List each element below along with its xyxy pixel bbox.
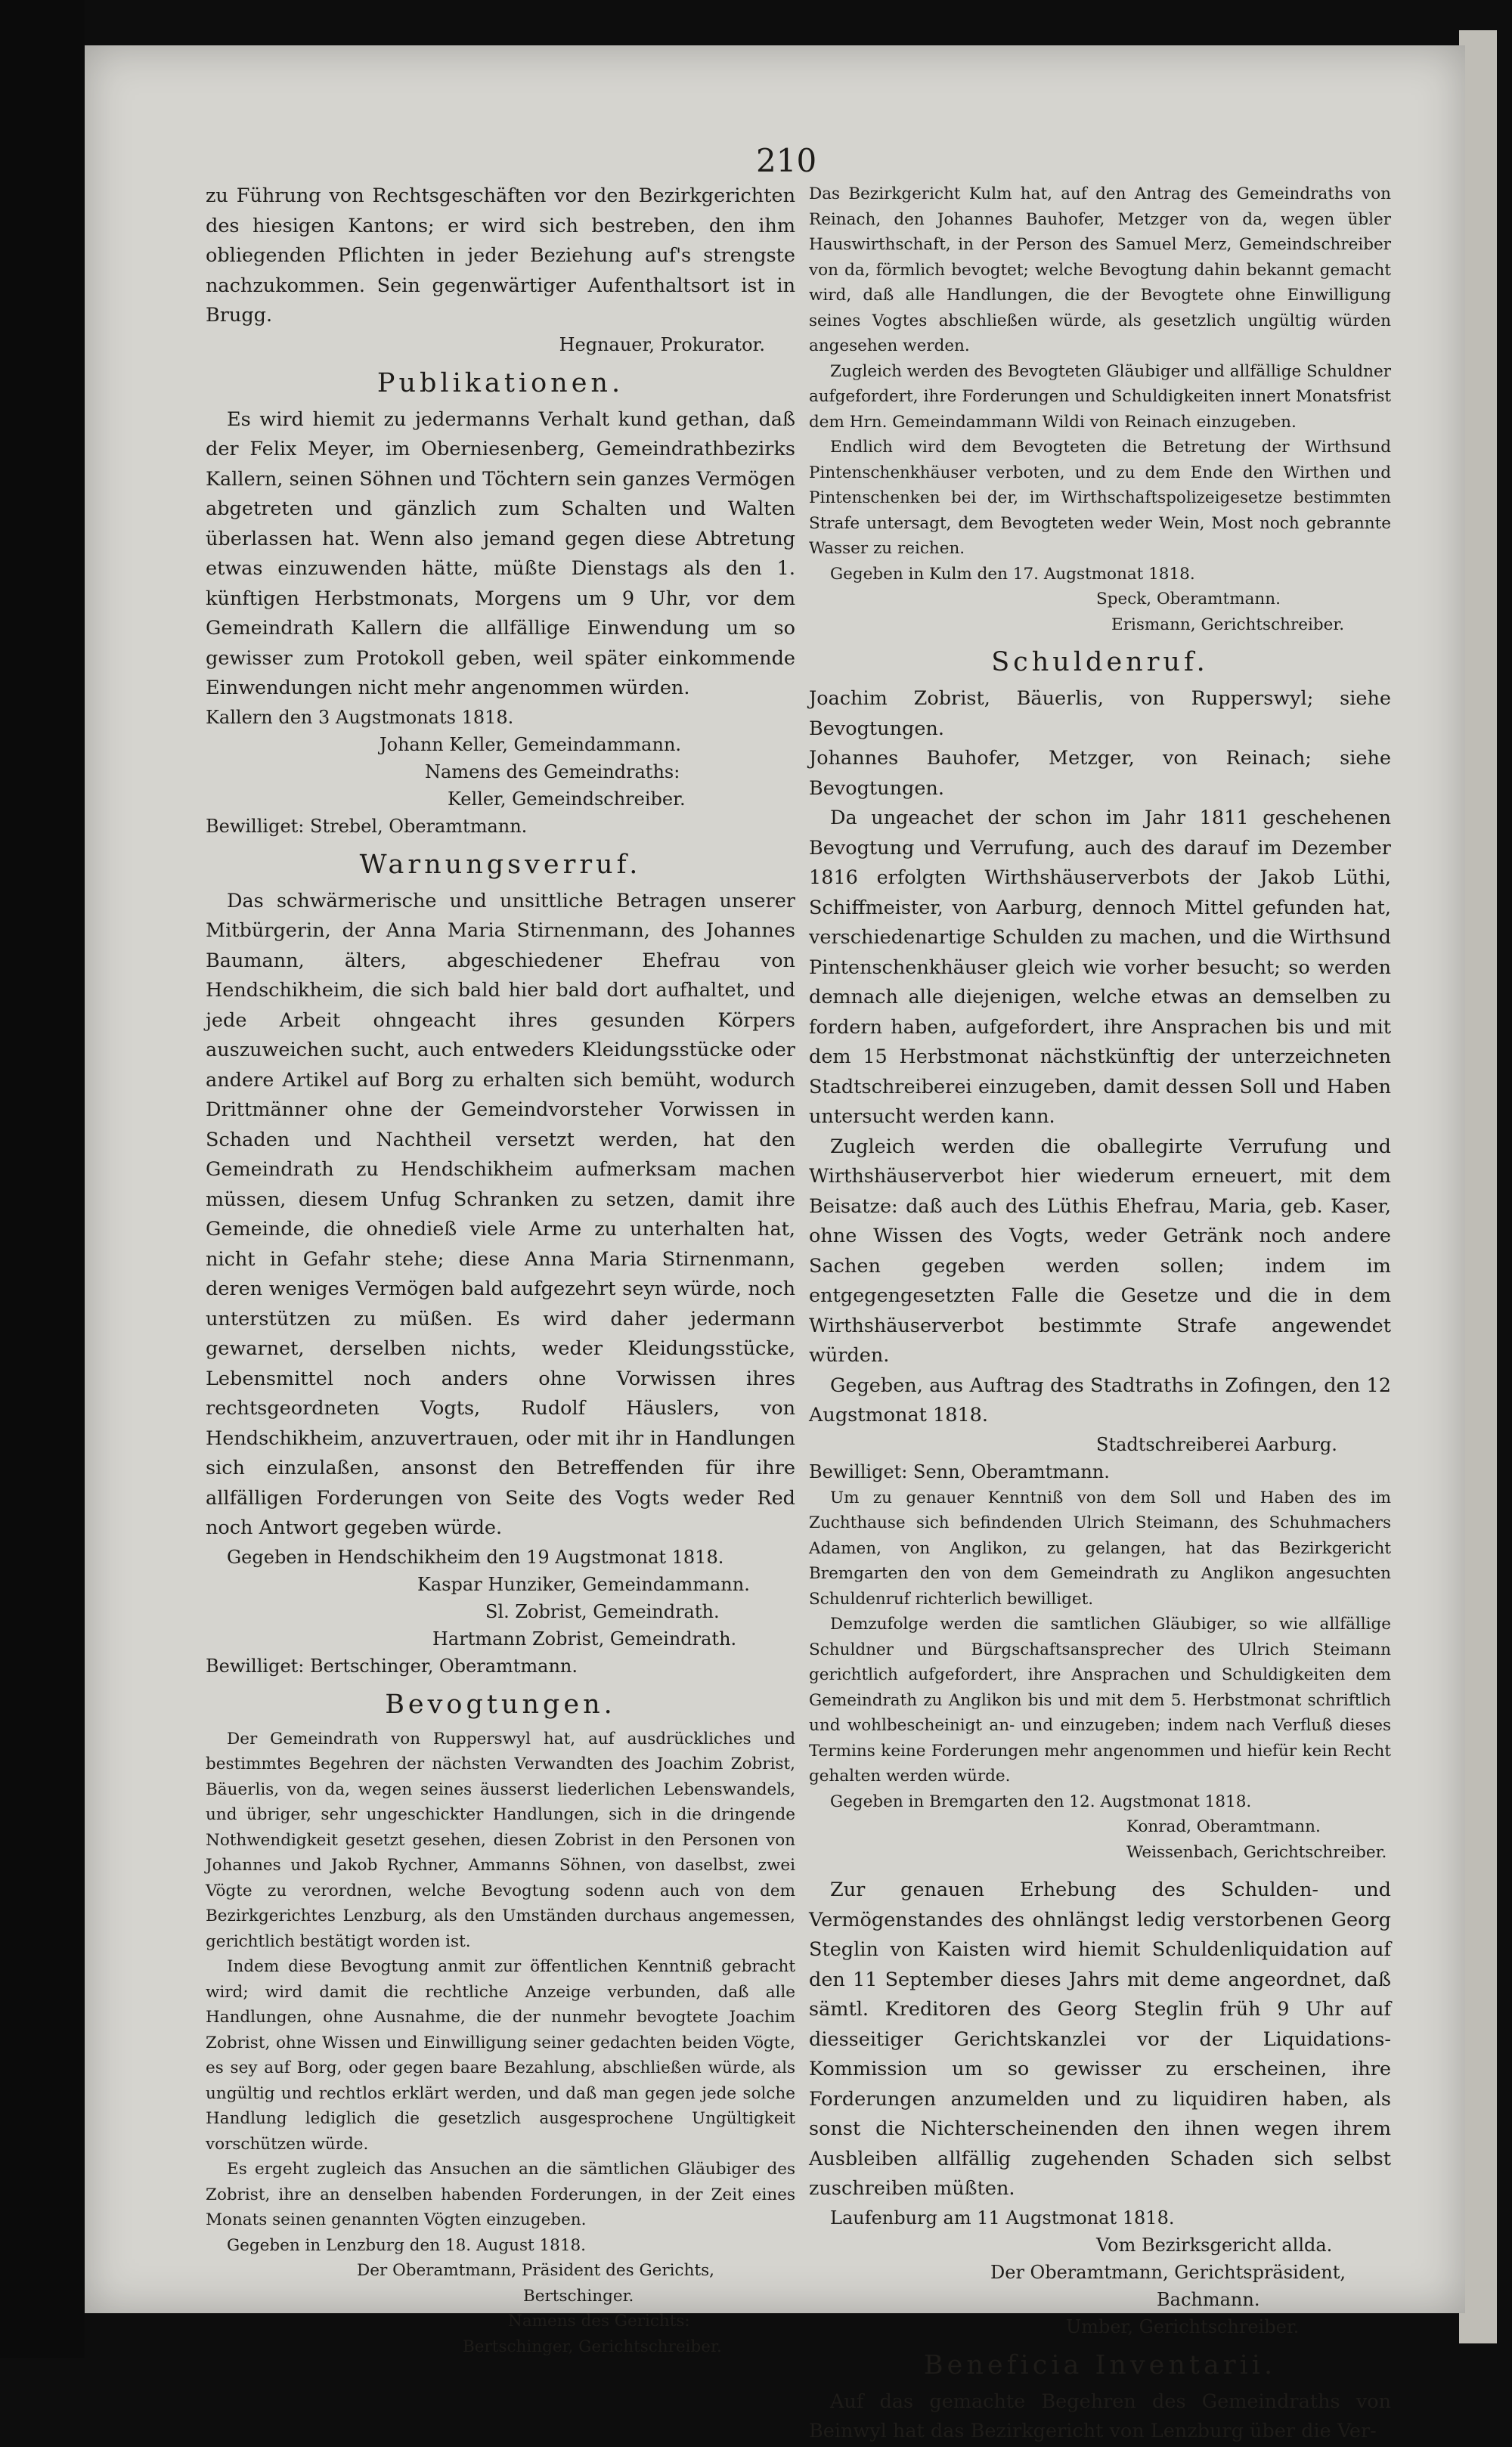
heading-beneficia-inventarii: Beneficia Inventarii.	[923, 2349, 1277, 2380]
bevogtung-paragraph-2: Indem diese Bevogtung anmit zur öffentlichen Kenntniß gebracht wird; wird damit die rechtliche Anzeige verbunden, daß alle Handlungen, ohne Ausnahme, die der nunmehr bevogtete Joachim Zobrist, ohne Wissen und Einwilligung seiner gedachten beiden Vögte, es sey auf Borg, oder gegen baare Bezahlung, abschließen würde, als ungültig und rechtlos erklärt werden, und daß man gegen jede solche Handlung lediglich die gesetzlich ausgesprochene Ungültigkeit vorschützen würde.	[206, 1957, 795, 2154]
steimann-signature-2: Weissenbach, Gerichtschreiber.	[1126, 1842, 1387, 1862]
bevogtung-date: Gegeben in Lenzburg den 18. August 1818.	[227, 2235, 587, 2255]
publikation-signature-2: Namens des Gemeindraths:	[425, 760, 680, 782]
steglin-date: Laufenburg am 11 Augstmonat 1818.	[830, 2207, 1175, 2229]
steimann-signature-1: Konrad, Oberamtmann.	[1126, 1817, 1321, 1836]
steglin-signature-3: Bachmann.	[1157, 2288, 1260, 2310]
page-number: 210	[756, 142, 817, 179]
heading-warnungsverruf: Warnungsverruf.	[359, 849, 642, 880]
luethi-signature: Stadtschreiberei Aarburg.	[1096, 1433, 1337, 1455]
luethi-bewilliget: Bewilliget: Senn, Oberamtmann.	[809, 1460, 1110, 1482]
warnung-bewilliget: Bewilliget: Bertschinger, Oberamtmann.	[206, 1655, 578, 1677]
warnung-signature-1: Kaspar Hunziker, Gemeindammann.	[417, 1573, 750, 1595]
warnung-paragraph: Das schwärmerische und unsittliche Betragen unserer Mitbürgerin, der Anna Maria Stirnenmann, des Johannes Baumann, älters, abgeschiedener Ehefrau von Hendschikheim, die sich bald hier bald dort aufhaltet, und jede Arbeit ohngeacht ihres gesunden Körpers auszuweichen sucht, auch entweders Kleidungsstücke oder andere Artikel auf Borg zu erhalten sich bemüht, wodurch Drittmänner ohne der Gemeindvorsteher Vorwissen in Schaden und Nachtheil versetzt werden, hat den Gemeindrath zu Hendschikheim aufmerksam machen müssen, diesem Unfug Schranken zu setzen, damit ihre Gemeinde, die ohnedieß viele Arme zu unterhalten hat, nicht in Gefahr stehe; diese Anna Maria Stirnenmann, deren weniges Vermögen bald aufgezehrt seyn würde, noch unterstützen zu müßen. Es wird daher jedermann gewarnet, derselben nichts, weder Kleidungsstücke, Lebensmittel noch anders ohne Vorwissen ihres rechtsgeordneten Vogts, Rudolf Häuslers, von Hendschikheim, anzuvertrauen, oder mit ihr in Handlungen sich einzulaßen, ansonst den Betreffenden für ihre allfälligen Forderungen von Seite des Vogts weder Red noch Antwort gegeben würde.	[206, 889, 795, 1539]
publikation-date: Kallern den 3 Augstmonats 1818.	[206, 706, 514, 728]
schuldenruf-zobrist: Joachim Zobrist, Bäuerlis, von Rupperswyl; siehe Bevogtungen.	[809, 687, 1391, 740]
kulm-paragraph-1: Das Bezirkgericht Kulm hat, auf den Antrag des Gemeindraths von Reinach, den Johannes Bauhofer, Metzger von da, wegen übler Hauswirthschaft, in der Person des Samuel Merz, Gemeindschreiber von da, förmlich bevogtet; welche Bevogtung dahin bekannt gemacht wird, daß alle Handlungen, die der Bevogtete ohne Einwilligung seines Vogtes abschließen würde, als gesetzlich ungültig würden angesehen werden.	[809, 184, 1391, 355]
kulm-signature-1: Speck, Oberamtmann.	[1096, 590, 1281, 609]
left-column	[206, 181, 795, 2356]
kulm-signature-2: Erismann, Gerichtschreiber.	[1111, 615, 1345, 634]
right-column	[809, 181, 1391, 2442]
bevogtung-signature-4: Bertschinger, Gerichtschreiber.	[463, 2337, 722, 2356]
intro-paragraph: zu Führung von Rechtsgeschäften vor den Bezirkgerichten des hiesigen Kantons; er wird sich bestreben, den ihm obliegenden Pflichten in jeder Beziehung auf's strengste nachzukommen. Sein gegenwärtiger Aufenthaltsort ist in Brugg.	[206, 184, 795, 327]
beneficia-paragraph: Auf das gemachte Begehren des Gemeindraths von Beinwyl hat das Bezirkgericht von Lenzburg über die Ver-	[809, 2390, 1391, 2442]
warnung-signature-3: Hartmann Zobrist, Gemeindrath.	[432, 1628, 737, 1649]
publikation-paragraph: Es wird hiemit zu jedermanns Verhalt kund gethan, daß der Felix Meyer, im Oberniesenberg, Gemeindrathbezirks Kallern, seinen Söhnen und Töchtern sein ganzes Vermögen abgetreten und gänzlich zum Schalten und Walten überlassen hat. Wenn also jemand gegen diese Abtretung etwas einzuwenden hätte, müßte Dienstags als den 1. künftigen Herbstmonats, Morgens um 9 Uhr, vor dem Gemeindrath Kallern die allfällige Einwendung um so gewisser zum Protokoll geben, weil später einkommende Einwendungen nicht mehr angenommen würden.	[206, 407, 795, 699]
steimann-paragraph-1: Um zu genauer Kenntniß von dem Soll und Haben des im Zuchthause sich befindenden Ulrich Steimann, des Schuhmachers Adamen, von Anglikon, zu gelangen, hat das Bezirkgericht Bremgarten den von dem Gemeindrath zu Anglikon angesuchten Schuldenruf richterlich bewilliget.	[809, 1488, 1391, 1609]
publikation-signature-1: Johann Keller, Gemeindammann.	[380, 733, 682, 755]
heading-bevogtungen: Bevogtungen.	[385, 1689, 616, 1720]
warnung-signature-2: Sl. Zobrist, Gemeindrath.	[485, 1600, 720, 1622]
bevogtung-signature-1: Der Oberamtmann, Präsident des Gerichts,	[357, 2261, 714, 2280]
kulm-paragraph-3: Endlich wird dem Bevogteten die Betretung der Wirthsund Pintenschenkhäuser verboten, und zu dem Ende den Wirthen und Pintenschenken bei der, im Wirthschaftspolizeigesetze bestimmten Strafe untersagt, dem Bevogteten weder Wein, Most noch gebrannte Wasser zu reichen.	[809, 438, 1391, 558]
steimann-paragraph-2: Demzufolge werden die samtlichen Gläubiger, so wie allfällige Schuldner und Bürgschaftsansprecher des Ulrich Steimann gerichtlich aufgefordert, ihre Ansprachen und Schuldigkeiten dem Gemeindrath zu Anglikon bis und mit dem 5. Herbstmonat schriftlich und wohlbescheinigt an- und einzugeben; indem nach Verfluß dieses Termins keine Forderungen mehr angenommen und hiefür kein Recht gehalten werden würde.	[809, 1615, 1391, 1786]
schuldenruf-bauhofer: Johannes Bauhofer, Metzger, von Reinach; siehe Bevogtungen.	[809, 747, 1391, 800]
heading-schuldenruf: Schuldenruf.	[991, 647, 1209, 677]
bevogtung-paragraph-3: Es ergeht zugleich das Ansuchen an die sämtlichen Gläubiger des Zobrist, ihre an denselben habenden Forderungen, in der Zeit eines Monats seinen genannten Vögten einzugeben.	[206, 2160, 795, 2229]
publikation-signature-3: Keller, Gemeindschreiber.	[448, 788, 686, 810]
kulm-paragraph-2: Zugleich werden des Bevogteten Gläubiger und allfällige Schuldner aufgefordert, ihre Forderungen und Schuldigkeiten innert Monatsfrist dem Hrn. Gemeindammann Wildi von Reinach einzugeben.	[809, 361, 1391, 432]
bevogtung-signature-2: Bertschinger.	[523, 2286, 634, 2306]
steglin-signature-1: Vom Bezirksgericht allda.	[1096, 2234, 1333, 2256]
steglin-signature-2: Der Oberamtmann, Gerichtspräsident,	[990, 2261, 1346, 2283]
bevogtung-signature-3: Namens des Gerichts:	[508, 2312, 690, 2331]
luethi-paragraph-3: Gegeben, aus Auftrag des Stadtraths in Zofingen, den 12 Augstmonat 1818.	[809, 1374, 1391, 1426]
bevogtung-paragraph-1: Der Gemeindrath von Rupperswyl hat, auf ausdrückliches und bestimmtes Begehren der nächsten Verwandten des Joachim Zobrist, Bäuerlis, von da, wegen seines äusserst liederlichen Lebenswandels, und übriger, sehr ungeschickter Handlungen, sich in die dringende Nothwendigkeit gesetzt gesehen, diesen Zobrist in den Personen von Johannes und Jakob Rychner, Ammanns Söhnen, von daselbst, zwei Vögte zu verordnen, welche Bevogtung sodenn auch von dem Bezirkgerichtes Lenzburg, als den Umständen durchaus angemessen, gerichtlich bestätigt worden ist.	[206, 1729, 795, 1951]
heading-publikationen: Publikationen.	[376, 367, 624, 398]
steglin-paragraph: Zur genauen Erhebung des Schulden- und Vermögenstandes des ohnlängst ledig verstorbenen Georg Steglin von Kaisten wird hiemit Schuldenliquidation auf den 11 September dieses Jahrs mit deme angeordnet, daß sämtl. Kreditoren des Georg Steglin früh 9 Uhr auf diesseitiger Gerichtskanzlei vor der Liquidations-Kommission um so gewisser zu erscheinen, ihre Forderungen anzumelden und zu liquidiren haben, als sonst die Nichterscheinenden den ihnen wegen ihrem Ausbleiben allfällig zugehenden Schaden sich selbst zuschreiben müßten.	[809, 1879, 1391, 2200]
luethi-paragraph-1: Da ungeachet der schon im Jahr 1811 geschehenen Bevogtung und Verrufung, auch des darauf im Dezember 1816 erfolgten Wirthshäuserverbots der Jakob Lüthi, Schiffmeister, von Aarburg, dennoch Mittel gefunden hat, verschiedenartige Schulden zu machen, und die Wirthsund Pintenschenkhäuser gleich wie vorher besucht; so werden demnach alle diejenigen, welche etwas an demselben zu fordern haben, aufgefordert, ihre Ansprachen bis und mit dem 15 Herbstmonat nächstkünftig der unterzeichneten Stadtschreiberei einzugeben, damit dessen Soll und Haben untersucht werden kann.	[809, 807, 1391, 1128]
intro-signature: Hegnauer, Prokurator.	[559, 333, 765, 355]
publikation-bewilliget: Bewilliget: Strebel, Oberamtmann.	[206, 815, 528, 837]
steglin-signature-4: Umber, Gerichtschreiber.	[1066, 2315, 1300, 2337]
kulm-date: Gegeben in Kulm den 17. Augstmonat 1818.	[830, 564, 1195, 584]
warnung-date: Gegeben in Hendschikheim den 19 Augstmonat 1818.	[227, 1546, 724, 1568]
steimann-date: Gegeben in Bremgarten den 12. Augstmonat 1818.	[830, 1792, 1252, 1811]
luethi-paragraph-2: Zugleich werden die oballegirte Verrufung und Wirthshäuserverbot hier wiederum erneuert, mit dem Beisatze: daß auch des Lüthis Ehefrau, Maria, geb. Kaser, ohne Wissen des Vogts, weder Getränk noch andere Sachen gegeben werden sollen; indem im entgegengesetzten Falle die Gesetze und die in dem Wirthshäuserverbot bestimmte Strafe angewendet würden.	[809, 1135, 1391, 1367]
scan-background	[0, 0, 85, 2358]
